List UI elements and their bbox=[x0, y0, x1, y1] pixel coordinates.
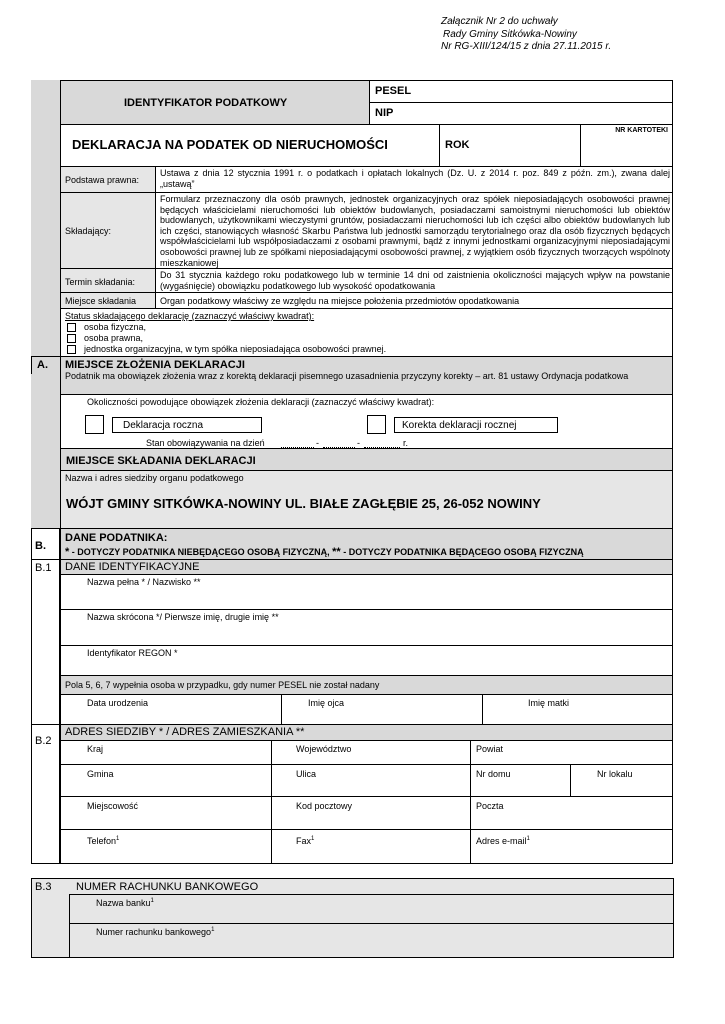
info-label-box-0 bbox=[60, 166, 156, 193]
birth-date-field[interactable] bbox=[60, 694, 282, 725]
place-of-submission-text: Organ podatkowy właściwy ze względu na miejsce położenia przedmiotów opodatkowania bbox=[160, 296, 520, 306]
nr-domu-label: Nr domu bbox=[476, 769, 511, 779]
status-option-2[interactable] bbox=[67, 333, 143, 343]
kod-pocztowy-label: Kod pocztowy bbox=[296, 801, 353, 811]
tax-id-box bbox=[60, 80, 370, 125]
attachment-line-2: Rady Gminy Sitkówka-Nowiny bbox=[443, 29, 577, 40]
status-option-1[interactable] bbox=[67, 322, 146, 332]
account-number-text: Numer rachunku bankowego bbox=[96, 927, 212, 937]
attachment-line-3: Nr RG-XIII/124/15 z dnia 27.11.2015 r. bbox=[441, 41, 612, 52]
nip-field[interactable] bbox=[369, 102, 673, 125]
nr-domu-field[interactable] bbox=[470, 764, 571, 797]
mother-name-label: Imię matki bbox=[528, 698, 570, 708]
checkbox-icon[interactable] bbox=[67, 323, 76, 332]
pesel-label: PESEL bbox=[375, 85, 412, 97]
place-sub-box bbox=[60, 470, 673, 529]
date-tail: r. bbox=[403, 438, 409, 448]
submitter-label: Składający: bbox=[65, 226, 112, 236]
rok-field[interactable] bbox=[439, 124, 581, 167]
ulica-label: Ulica bbox=[296, 769, 317, 779]
correction-checkbox[interactable] bbox=[367, 415, 386, 434]
regon-label: Identyfikator REGON * bbox=[87, 648, 178, 658]
account-number-label: Numer rachunku bankowego$^1$ bbox=[96, 927, 215, 937]
telefon-field[interactable] bbox=[60, 829, 272, 864]
nip-label: NIP bbox=[375, 107, 394, 119]
section-b2-title-box bbox=[60, 724, 673, 741]
nr-kartoteki-field[interactable] bbox=[580, 124, 673, 167]
status-title: Status składającego deklarację (zaznaczyć właściwy kwadrat): bbox=[65, 311, 315, 321]
section-b-letter: B. bbox=[35, 540, 46, 552]
place-of-submission-label: Miejsce składania bbox=[65, 296, 137, 306]
fields-note: Pola 5, 6, 7 wypełnia osoba w przypadku, gdy numer PESEL nie został nadany bbox=[65, 680, 380, 690]
status-option-2-label: osoba prawna, bbox=[84, 333, 144, 343]
pesel-field[interactable] bbox=[369, 80, 673, 103]
fax-label: Fax$^1$ bbox=[296, 836, 315, 846]
declaration-title-box bbox=[60, 124, 440, 167]
short-name-label: Nazwa skrócona */ Pierwsze imię, drugie imię ** bbox=[87, 612, 279, 622]
info-label-box-3 bbox=[60, 292, 156, 309]
miejscowosc-label: Miejscowość bbox=[87, 801, 139, 811]
kraj-label: Kraj bbox=[87, 744, 104, 754]
circumstances-box bbox=[60, 394, 673, 449]
wojewodztwo-label: Województwo bbox=[296, 744, 352, 754]
correction-label: Korekta deklaracji rocznej bbox=[394, 417, 558, 433]
fax-text: Fax bbox=[296, 836, 312, 846]
mother-name-field[interactable] bbox=[482, 694, 673, 725]
bank-name-text: Nazwa banku bbox=[96, 898, 151, 908]
section-b-note-1: - DOTYCZY PODATNIKA NIEBĘDĄCEGO OSOBĄ FIZYCZNĄ, bbox=[71, 547, 330, 557]
email-field[interactable] bbox=[470, 829, 673, 864]
submitter-text: Formularz przeznaczony dla osób prawnych, jednostek organizacyjnych oraz spółek nieposiadających osobowości prawnej będących właścicielami nieruchomości lub obiektów budowlanych, posiadaczami samoistnymi nieruchomości lub obiektów budowlanych, użytkownikami wieczystymi gruntów, posiadaczami nieruchomości lub ich części albo obiektów budowlanych lub ich części, stanowiących własność Skarbu Państwa lub jednostki samorządu terytorialnego oraz dla osób fizycznych będących współwłaścicielami lub współposiadaczami z osobami prawnymi, bądź z innymi jednostkami organizacyjnymi nieposiadającymi osobowości prawnej lub ze spółkami nieposiadającymi osobowości prawnej, z wyjątkiem osób fizycznych tworzących wspólnoty mieszkaniowej bbox=[160, 194, 670, 268]
section-b1-title-box bbox=[60, 559, 673, 575]
wojewodztwo-field[interactable] bbox=[271, 740, 471, 765]
email-label: Adres e-mail$^1$ bbox=[476, 836, 530, 846]
tax-id-title: IDENTYFIKATOR PODATKOWY bbox=[124, 97, 288, 109]
fax-field[interactable] bbox=[271, 829, 471, 864]
section-b2-letter: B.2 bbox=[35, 735, 52, 747]
place-title: MIEJSCE SKŁADANIA DEKLARACJI bbox=[66, 455, 256, 467]
section-a-note: Podatnik ma obowiązek złożenia wraz z korektą deklaracji pisemnego uzasadnienia przyczyny korekty – art. 81 ustawy Ordynacja podatkowa bbox=[65, 371, 629, 381]
poczta-label: Poczta bbox=[476, 801, 504, 811]
annual-declaration-checkbox[interactable] bbox=[85, 415, 104, 434]
gmina-field[interactable] bbox=[60, 764, 272, 797]
section-b3-title: NUMER RACHUNKU BANKOWEGO bbox=[76, 881, 259, 893]
gmina-label: Gmina bbox=[87, 769, 114, 779]
annual-declaration-label: Deklaracja roczna bbox=[112, 417, 262, 433]
section-b-notes: * - DOTYCZY PODATNIKA NIEBĘDĄCEGO OSOBĄ FIZYCZNĄ, ** - DOTYCZY PODATNIKA BĘDĄCEGO OSOBĄ FIZYCZNĄ bbox=[65, 546, 584, 558]
powiat-label: Powiat bbox=[476, 744, 504, 754]
checkbox-icon[interactable] bbox=[67, 345, 76, 354]
telefon-label: Telefon$^1$ bbox=[87, 836, 120, 846]
nr-lokalu-label: Nr lokalu bbox=[597, 769, 633, 779]
account-number-field[interactable] bbox=[69, 923, 674, 958]
section-b3-letter: B.3 bbox=[35, 881, 52, 893]
legal-basis-label: Podstawa prawna: bbox=[65, 175, 140, 185]
section-b-title: DANE PODATNIKA: bbox=[65, 532, 168, 544]
section-b2-letter-box bbox=[31, 724, 60, 864]
tax-authority-value: WÓJT GMINY SITKÓWKA-NOWINY UL. BIAŁE ZAGŁĘBIE 25, 26-052 NOWINY bbox=[66, 496, 541, 511]
deadline-text: Do 31 stycznia każdego roku podatkowego lub w terminie 14 dni od zaistnienia okoliczności mających wpływ na powstanie (wygaśnięcie) obowiązku podatkowego lub wysokość opodatkowania bbox=[160, 270, 670, 291]
section-b2-title: ADRES SIEDZIBY * / ADRES ZAMIESZKANIA ** bbox=[65, 726, 305, 738]
nr-lokalu-field[interactable] bbox=[570, 764, 673, 797]
full-name-field[interactable] bbox=[60, 574, 673, 610]
section-b-note-2: - DOTYCZY PODATNIKA BĘDĄCEGO OSOBĄ FIZYCZNĄ bbox=[343, 547, 584, 557]
miejscowosc-field[interactable] bbox=[60, 796, 272, 830]
info-text-box-2 bbox=[155, 268, 673, 293]
info-text-box-0 bbox=[155, 166, 673, 193]
place-sub-label: Nazwa i adres siedziby organu podatkowego bbox=[65, 473, 244, 483]
info-text-box-1 bbox=[155, 192, 673, 269]
status-option-3-label: jednostka organizacyjna, w tym spółka nieposiadająca osobowości prawnej. bbox=[84, 344, 387, 354]
date-separator-2: - bbox=[357, 438, 360, 448]
declaration-title: DEKLARACJA NA PODATEK OD NIERUCHOMOŚCI bbox=[72, 137, 388, 152]
section-b1-title: DANE IDENTYFIKACYJNE bbox=[65, 561, 200, 573]
full-name-label: Nazwa pełna * / Nazwisko ** bbox=[87, 577, 201, 587]
ulica-field[interactable] bbox=[271, 764, 471, 797]
kraj-field[interactable] bbox=[60, 740, 272, 765]
deadline-label: Termin składania: bbox=[65, 277, 136, 287]
legal-basis-text: Ustawa z dnia 12 stycznia 1991 r. o podatkach i opłatach lokalnych (Dz. U. z 2014 r. poz. 849 z późn. zm.), zwana dalej „ustawą” bbox=[160, 168, 670, 189]
section-a-title: MIEJSCE ZŁOŻENIA DEKLARACJI bbox=[65, 359, 245, 371]
section-gap bbox=[31, 864, 674, 878]
section-b-title-box bbox=[60, 528, 673, 560]
bank-name-label: Nazwa banku$^1$ bbox=[96, 898, 154, 908]
checkbox-icon[interactable] bbox=[67, 334, 76, 343]
kod-pocztowy-field[interactable] bbox=[271, 796, 471, 830]
fields-note-box bbox=[60, 675, 673, 695]
email-text: Adres e-mail bbox=[476, 836, 527, 846]
short-name-field[interactable] bbox=[60, 609, 673, 646]
info-label-box-2 bbox=[60, 268, 156, 293]
status-option-1-label: osoba fizyczna, bbox=[84, 322, 147, 332]
poczta-field[interactable] bbox=[470, 796, 673, 830]
powiat-field[interactable] bbox=[470, 740, 673, 765]
birth-date-label: Data urodzenia bbox=[87, 698, 149, 708]
attachment-line-1: Załącznik Nr 2 do uchwały bbox=[441, 16, 558, 27]
regon-field[interactable] bbox=[60, 645, 673, 676]
date-separator-1: - bbox=[316, 438, 319, 448]
status-option-3[interactable] bbox=[67, 344, 386, 354]
info-text-box-3 bbox=[155, 292, 673, 309]
telefon-text: Telefon bbox=[87, 836, 117, 846]
circumstances-label: Okoliczności powodujące obowiązek złożenia deklaracji (zaznaczyć właściwy kwadrat): bbox=[87, 397, 435, 407]
nr-kartoteki-label: NR KARTOTEKI bbox=[615, 127, 668, 134]
father-name-field[interactable] bbox=[281, 694, 483, 725]
section-a-title-box bbox=[60, 356, 673, 395]
section-b1-letter-box bbox=[31, 559, 60, 725]
section-a-letter: A. bbox=[37, 359, 48, 371]
father-name-label: Imię ojca bbox=[308, 698, 345, 708]
section-b-letter-box bbox=[31, 528, 60, 560]
section-b1-letter: B.1 bbox=[35, 562, 52, 574]
state-date-label: Stan obowiązywania na dzień bbox=[146, 438, 265, 448]
bank-name-field[interactable] bbox=[69, 894, 674, 924]
info-label-box-1 bbox=[60, 192, 156, 269]
rok-label: ROK bbox=[445, 139, 470, 151]
status-box bbox=[60, 308, 673, 357]
